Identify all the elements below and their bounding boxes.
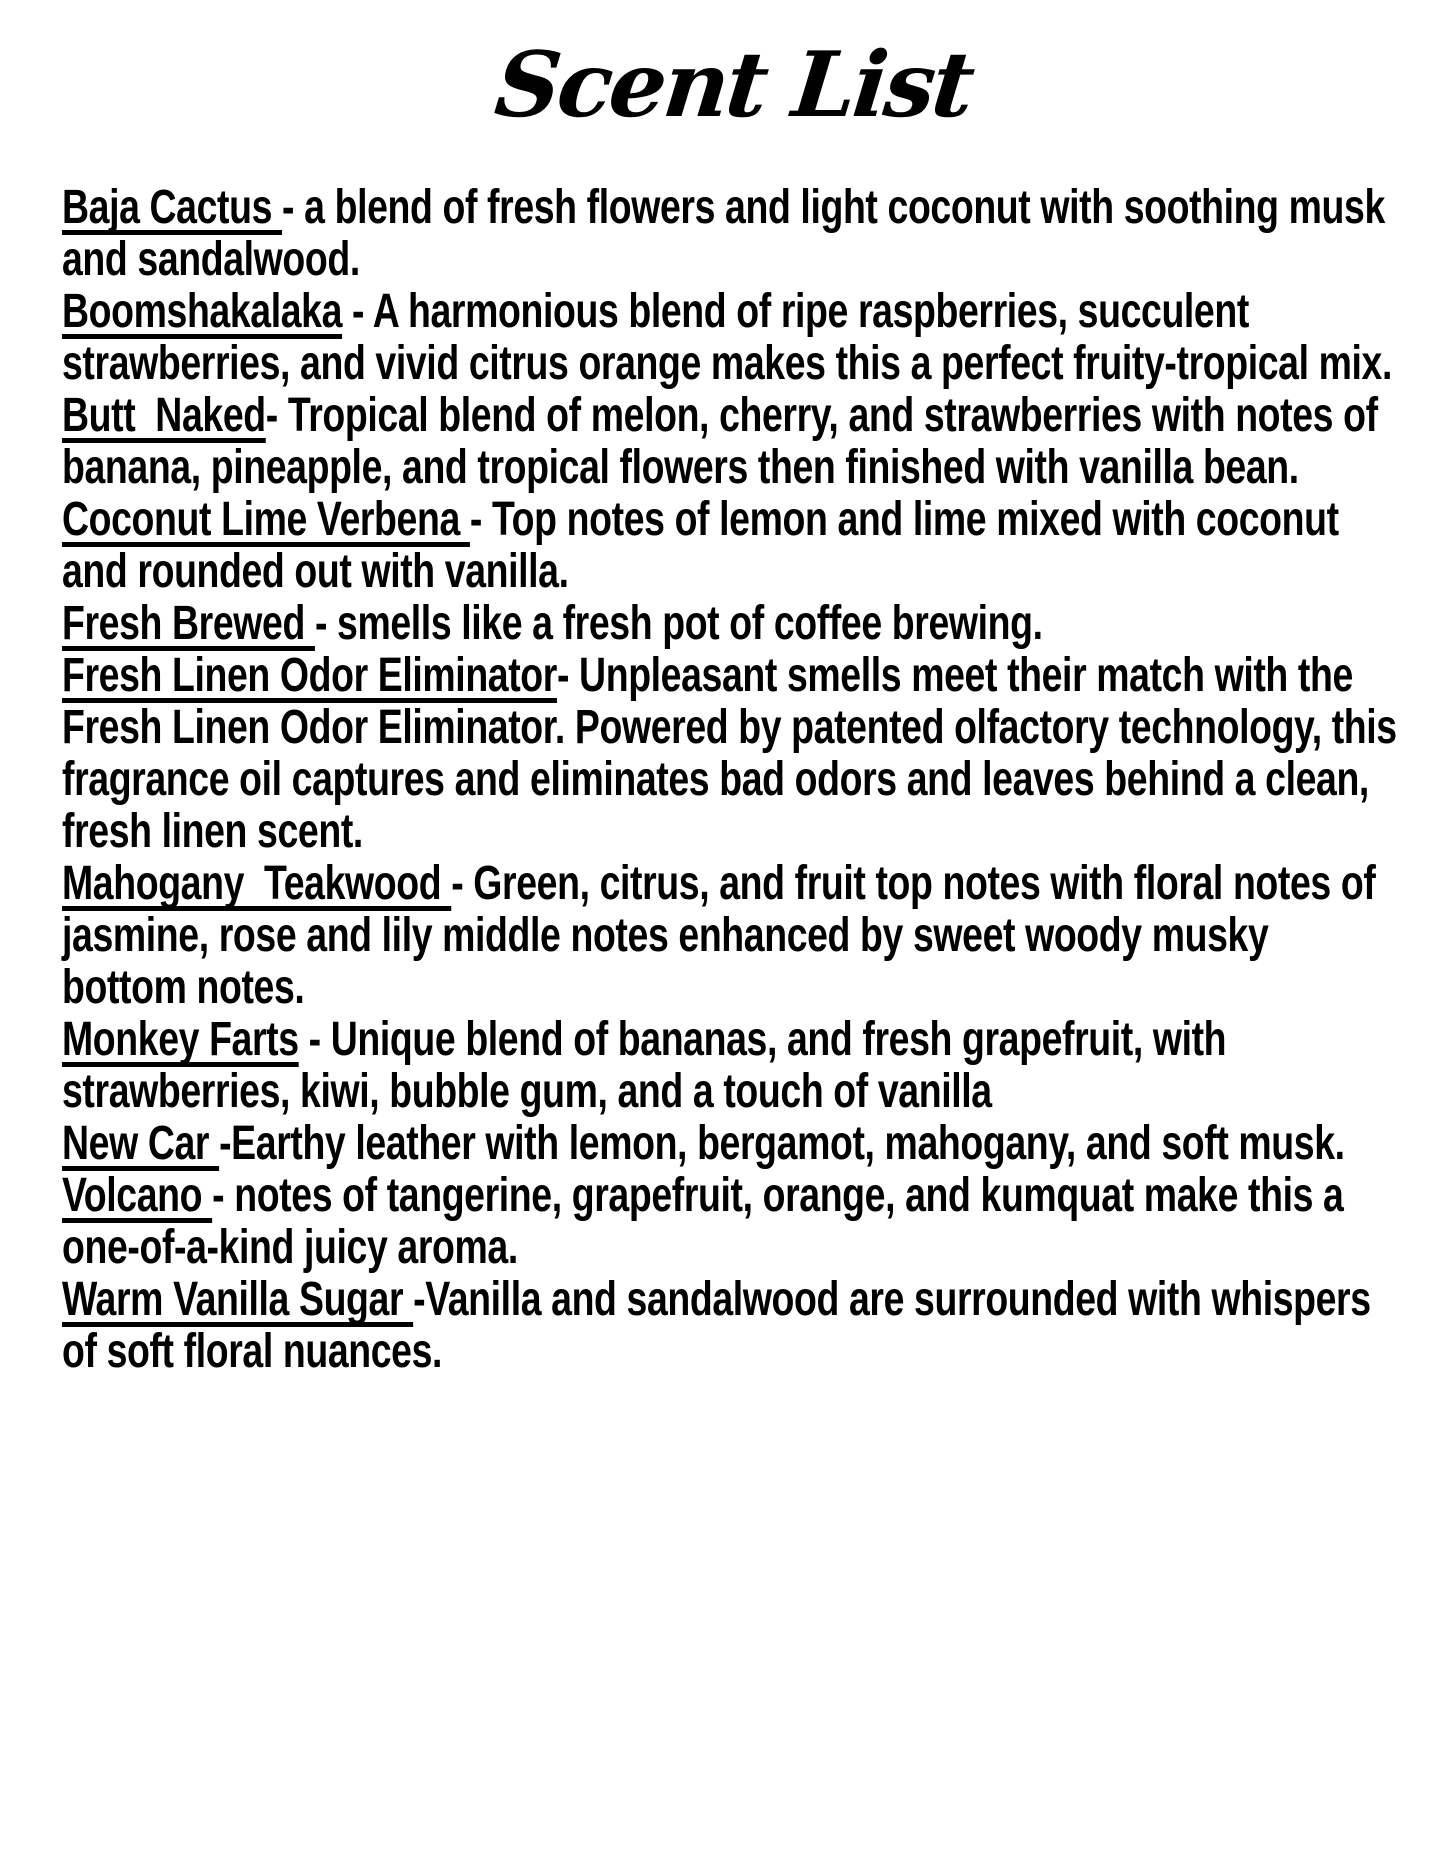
scent-description: - Top notes of lemon and lime mixed with coconut and rounded out with vanilla. (62, 492, 1349, 598)
page-title: Scent List (490, 32, 977, 138)
scent-description: - Unique blend of bananas, and fresh grapefruit, with strawberries, kiwi, bubble gum, and a touch of vanilla (62, 1012, 1237, 1118)
scent-entry (62, 390, 1402, 494)
scent-description: -Earthy leather with lemon, bergamot, mahogany, and soft musk. (219, 1116, 1345, 1170)
scent-name: Baja Cactus (62, 180, 283, 234)
scent-name: Fresh Brewed (62, 596, 315, 650)
scent-description: - notes of tangerine, grapefruit, orange, and kumquat make this a one-of-a-kind juicy aroma. (62, 1168, 1354, 1274)
scent-entry (62, 494, 1402, 598)
scent-name: New Car (62, 1116, 220, 1170)
scent-description: - Tropical blend of melon, cherry, and strawberries with notes of banana, pineapple, and tropical flowers then finished with vanilla bean. (62, 388, 1388, 494)
scent-description: - a blend of fresh flowers and light coconut with soothing musk and sandalwood. (62, 180, 1395, 286)
scent-description: - Green, citrus, and fruit top notes with floral notes of jasmine, rose and lily middle notes enhanced by sweet woody musky bottom notes. (62, 856, 1386, 1014)
scent-entry (62, 648, 1407, 858)
scent-name: Mahogany Teakwood (62, 856, 452, 910)
scent-name: Coconut Lime Verbena (62, 492, 470, 546)
scent-entry (62, 182, 1402, 286)
scent-entry (62, 286, 1402, 390)
scent-entry (62, 1118, 1402, 1170)
scent-name: Monkey Farts (62, 1012, 299, 1066)
scent-entry (62, 1274, 1402, 1378)
scent-name: Boomshakalaka (62, 284, 343, 338)
scent-description: - Unpleasant smells meet their match with the Fresh Linen Odor Eliminator. Powered by patented olfactory technology, this fragrance oil captures and eliminates bad odors and leaves behind a clean, fresh linen scent. (62, 648, 1407, 858)
scent-entry (62, 1170, 1402, 1274)
scent-name: Fresh Linen Odor Eliminator (62, 648, 557, 702)
scent-name: Butt Naked (62, 388, 266, 442)
scent-name: Volcano (62, 1168, 213, 1222)
scent-list (62, 180, 1407, 1378)
scent-description: - A harmonious blend of ripe raspberries, succulent strawberries, and vivid citrus orange makes this a perfect fruity-tropical mix. (62, 284, 1392, 390)
scent-description: -Vanilla and sandalwood are surrounded with whispers of soft floral nuances. (62, 1272, 1381, 1378)
scent-description: - smells like a fresh pot of coffee brewing. (314, 596, 1043, 650)
scent-entry (62, 1014, 1402, 1118)
scent-entry (62, 858, 1402, 1014)
scent-entry (62, 598, 1402, 650)
scent-name: Warm Vanilla Sugar (62, 1272, 414, 1326)
